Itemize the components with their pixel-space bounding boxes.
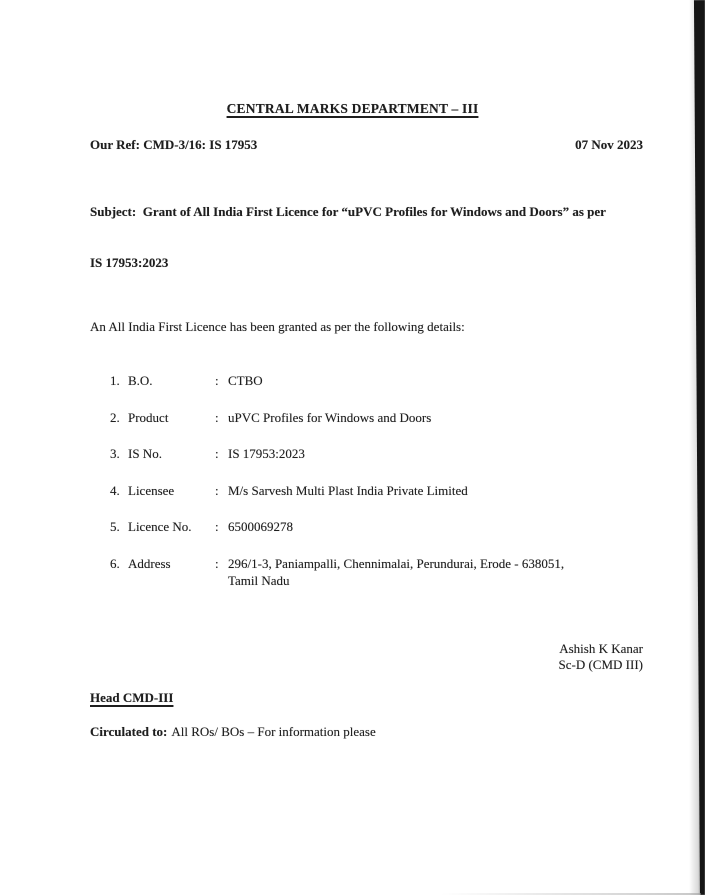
detail-value: 6500069278	[228, 519, 293, 534]
detail-colon: :	[215, 409, 219, 425]
detail-value: 296/1-3, Paniampalli, Chennimalai, Perundurai, Erode - 638051, Tamil Nadu	[228, 555, 565, 588]
detail-number: 4.	[110, 482, 120, 498]
detail-label: Licence No.	[128, 519, 192, 534]
detail-number: 2.	[110, 409, 120, 425]
signatory-designation: Sc-D (CMD III)	[558, 656, 643, 672]
detail-number: 5.	[110, 519, 120, 534]
detail-row-is-no	[90, 445, 643, 462]
detail-colon: :	[215, 482, 219, 498]
detail-label: B.O.	[128, 373, 153, 388]
detail-label: IS No.	[128, 446, 162, 461]
subject-line-2: IS 17953:2023	[90, 255, 169, 270]
detail-label: Licensee	[128, 482, 175, 498]
our-ref: Our Ref: CMD-3/16: IS 17953	[90, 137, 258, 152]
head-cmd-line	[90, 689, 643, 706]
detail-value: M/s Sarvesh Multi Plast India Private Limited	[228, 482, 468, 498]
detail-value: uPVC Profiles for Windows and Doors	[228, 409, 432, 425]
detail-label: Address	[128, 555, 171, 571]
detail-colon: :	[215, 446, 219, 461]
circulated-text: All ROs/ BOs – For information please	[171, 723, 376, 739]
subject-line-1: Subject: Grant of All India First Licence for “uPVC Profiles for Windows and Doors” as per	[90, 204, 606, 219]
detail-row-licence-no	[90, 518, 643, 535]
detail-row-product	[90, 409, 643, 426]
signatory-block	[90, 641, 643, 673]
detail-row-address	[90, 555, 643, 589]
department-title-text: CENTRAL MARKS DEPARTMENT – III	[226, 101, 479, 116]
intro-paragraph: An All India First Licence has been granted as per the following details:	[90, 319, 465, 334]
detail-value: IS 17953:2023	[228, 446, 305, 461]
detail-row-licensee	[90, 482, 643, 499]
circulated-line	[90, 723, 643, 740]
reference-row	[90, 136, 643, 153]
head-cmd-text: Head CMD-III	[90, 689, 174, 705]
detail-colon: :	[215, 555, 219, 571]
detail-colon: :	[215, 519, 219, 534]
detail-row-bo	[90, 372, 643, 389]
memo-content	[0, 136, 705, 740]
circulated-label: Circulated to:	[90, 723, 168, 739]
detail-number: 3.	[110, 446, 120, 461]
detail-label: Product	[128, 409, 169, 425]
department-title	[0, 0, 705, 117]
signatory-name: Ashish K Kanar	[559, 640, 643, 656]
licence-details-list	[90, 372, 643, 589]
detail-colon: :	[215, 373, 219, 388]
detail-number: 6.	[110, 555, 120, 571]
detail-value: CTBO	[228, 373, 263, 388]
detail-number: 1.	[110, 373, 120, 388]
subject-block	[90, 169, 643, 305]
memo-date: 07 Nov 2023	[575, 137, 643, 152]
